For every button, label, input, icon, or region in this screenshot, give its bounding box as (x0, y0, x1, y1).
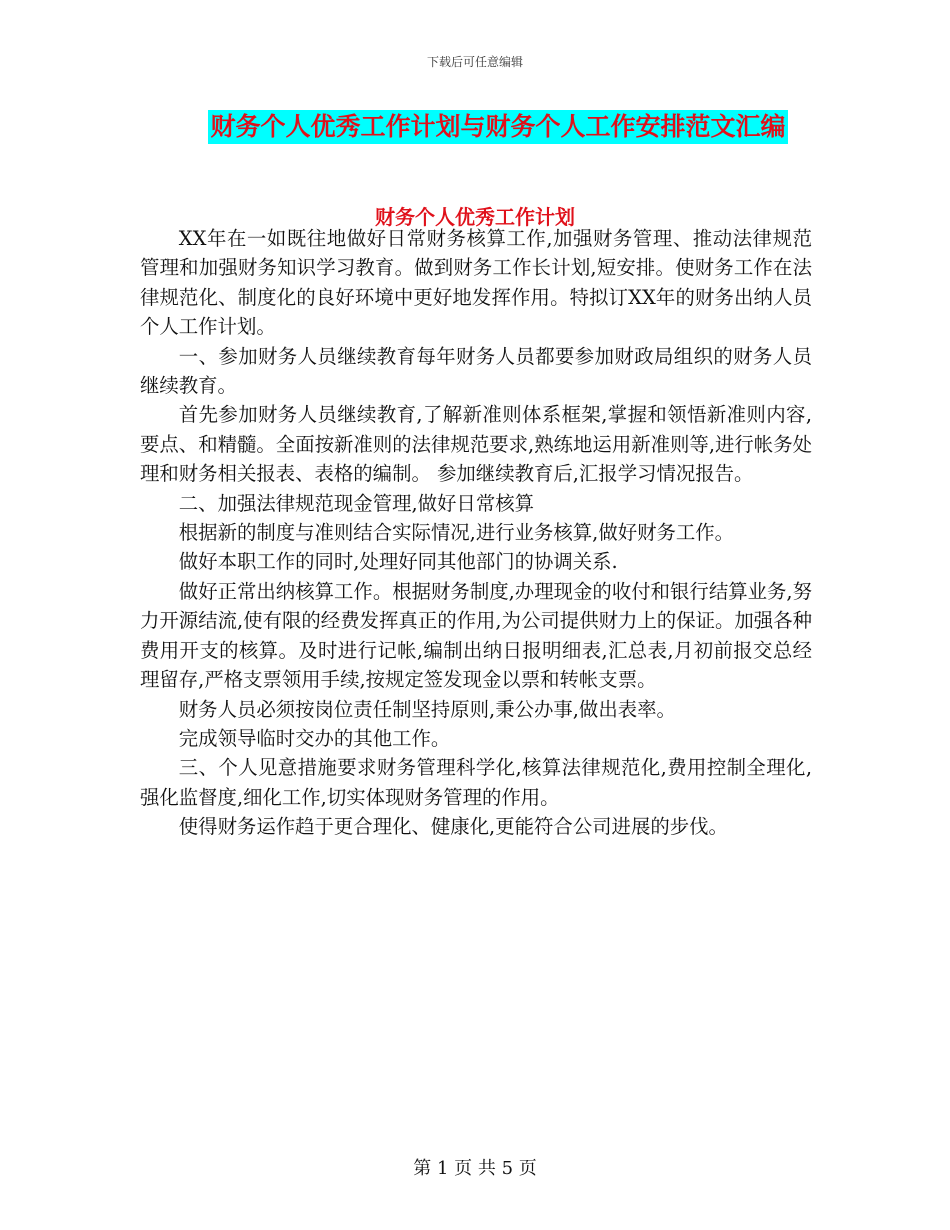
header-note: 下载后可任意编辑 (426, 55, 523, 69)
page-footer: 第 1 页 共 5 页 (413, 1158, 537, 1179)
paragraph-principles: 财务人员必须按岗位责任制坚持原则,秉公办事,做出表率。 (178, 697, 676, 721)
main-title: 财务个人优秀工作计划与财务个人工作安排范文汇编 (208, 110, 787, 144)
paragraph-other-tasks: 完成领导临时交办的其他工作。 (178, 726, 451, 750)
paragraph-accounting: 根据新的制度与准则结合实际情况,进行业务核算,做好财务工作。 (178, 521, 735, 545)
paragraph-education: 首先参加财务人员继续教育,了解新准则体系框架,掌握和领悟新准则内容,要点、和精髓。全面按新准则的法律规范要求,熟练地运用新准则等,进行帐务处理和财务相关报表、表格的编制。 参加继续教育后,汇报学习情况报告。 (140, 403, 812, 486)
paragraph-heading-3: 三、个人见意措施要求财务管理科学化,核算法律规范化,费用控制全理化,强化监督度,细化工作,切实体现财务管理的作用。 (140, 756, 812, 809)
main-title-wrap (0, 110, 950, 144)
document-body (140, 224, 812, 842)
paragraph-coordination: 做好本职工作的同时,处理好同其他部门的协调关系. (178, 550, 618, 574)
paragraph-conclusion: 使得财务运作趋于更合理化、健康化,更能符合公司进展的步伐。 (178, 815, 728, 839)
section-title: 财务个人优秀工作计划 (375, 205, 575, 229)
paragraph-intro: XX年在一如既往地做好日常财务核算工作,加强财务管理、推动法律规范管理和加强财务知识学习教育。做到财务工作长计划,短安排。使财务工作在法律规范化、制度化的良好环境中更好地发挥作用。特拟订XX年的财务出纳人员个人工作计划。 (140, 227, 812, 339)
paragraph-heading-2: 二、加强法律规范现金管理,做好日常核算 (178, 491, 534, 515)
paragraph-cashier: 做好正常出纳核算工作。根据财务制度,办理现金的收付和银行结算业务,努力开源结流,使有限的经费发挥真正的作用,为公司提供财力上的保证。加强各种费用开支的核算。及时进行记帐,编制出纳日报明细表,汇总表,月初前报交总经理留存,严格支票领用手续,按规定签发现金以票和转帐支票。 (140, 579, 812, 692)
paragraph-heading-1: 一、参加财务人员继续教育每年财务人员都要参加财政局组织的财务人员继续教育。 (140, 344, 812, 398)
